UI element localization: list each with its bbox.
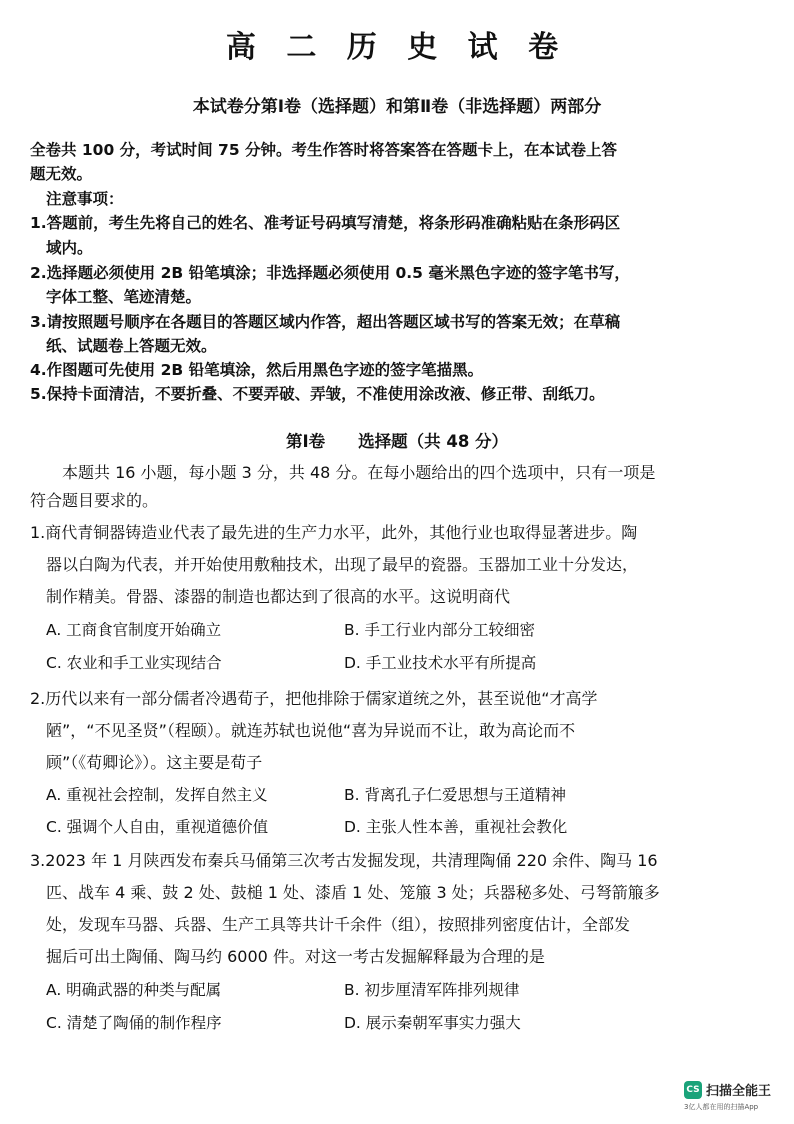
scanner-watermark (684, 1080, 771, 1099)
intro-line-1: 全卷共 100 分，考试时间 75 分钟。考生作答时将答案答在答题卡上，在本试卷上答 (30, 141, 618, 159)
question-1-line-1: 1.商代青铜器铸造业代表了最先进的生产力水平，此外，其他行业也取得显著进步。陶 (30, 523, 638, 542)
question-3-line-4: 掘后可出土陶俑、陶马约 6000 件。对这一考古发掘解释最为合理的是 (46, 947, 545, 966)
question-2-option-c[interactable]: C. 强调个人自由，重视道德价值 (46, 818, 269, 836)
question-2-line-2: 陋”，“不见圣贤”（程颐）。就连苏轼也说他“喜为异说而不让，敢为高论而不 (46, 721, 576, 740)
note-item-1-line-2: 域内。 (46, 239, 93, 257)
question-2-line-3: 顾”（《荀卿论》）。这主要是荀子 (46, 753, 263, 772)
question-3-option-d[interactable]: D. 展示秦朝军事实力强大 (344, 1014, 521, 1032)
note-item-2-line-1: 2.选择题必须使用 2B 铅笔填涂；非选择题必须使用 0.5 毫米黑色字迹的签字笔书写， (30, 264, 630, 282)
question-1-option-b[interactable]: B. 手工行业内部分工较细密 (344, 621, 535, 639)
notes-heading: 注意事项： (46, 190, 124, 208)
note-item-3-line-2: 纸、试题卷上答题无效。 (46, 337, 217, 355)
scanner-brand-tagline: 3亿人都在用的扫描App (684, 1103, 759, 1111)
note-item-5: 5.保持卡面清洁，不要折叠、不要弄破、弄皱，不准使用涂改液、修正带、刮纸刀。 (30, 385, 605, 403)
question-3-option-b[interactable]: B. 初步厘清军阵排列规律 (344, 981, 520, 999)
question-1-line-2: 器以白陶为代表，并开始使用敷釉技术，出现了最早的瓷器。玉器加工业十分发达， (46, 555, 639, 574)
question-3-line-2: 匹、战车 4 乘、鼓 2 处、鼓槌 1 处、漆盾 1 处、笼箙 3 处；兵器秘多处、弓弩箭箙多 (46, 883, 660, 902)
section-desc-line-2: 符合题目要求的。 (30, 491, 159, 510)
question-3-line-3: 处，发现车马器、兵器、生产工具等共计千余件（组），按照排列密度估计，全部发 (46, 915, 631, 934)
question-1-option-d[interactable]: D. 手工业技术水平有所提高 (344, 654, 537, 672)
question-2-option-a[interactable]: A. 重视社会控制，发挥自然主义 (46, 786, 268, 804)
camscanner-logo-icon: CS (684, 1081, 702, 1099)
exam-subtitle: 本试卷分第Ⅰ卷（选择题）和第Ⅱ卷（非选择题）两部分 (192, 97, 602, 117)
note-item-4: 4.作图题可先使用 2B 铅笔填涂，然后用黑色字迹的签字笔描黑。 (30, 361, 484, 379)
note-item-1-line-1: 1.答题前，考生先将自己的姓名、准考证号码填写清楚，将条形码准确粘贴在条形码区 (30, 214, 621, 232)
question-3-option-a[interactable]: A. 明确武器的种类与配属 (46, 981, 222, 999)
scanner-brand-name: 扫描全能王 (706, 1084, 772, 1099)
question-1-option-c[interactable]: C. 农业和手工业实现结合 (46, 654, 222, 672)
question-1-line-3: 制作精美。骨器、漆器的制造也都达到了很高的水平。这说明商代 (46, 587, 511, 606)
section-title: 第Ⅰ卷 选择题（共 48 分） (285, 432, 509, 451)
page-title: 高 二 历 史 试 卷 (225, 30, 569, 65)
question-1-option-a[interactable]: A. 工商食官制度开始确立 (46, 621, 222, 639)
intro-line-2: 题无效。 (30, 165, 93, 183)
question-3-line-1: 3.2023 年 1 月陕西发布秦兵马俑第三次考古发掘发现，共清理陶俑 220 余件、陶马 16 (30, 851, 658, 870)
question-2-option-d[interactable]: D. 主张人性本善，重视社会教化 (344, 818, 568, 836)
question-2-line-1: 2.历代以来有一部分儒者冷遇荀子，把他排除于儒家道统之外，甚至说他“才高学 (30, 689, 598, 708)
section-desc-line-1: 本题共 16 小题，每小题 3 分，共 48 分。在每小题给出的四个选项中，只有一项是 (62, 463, 656, 482)
note-item-2-line-2: 字体工整、笔迹清楚。 (46, 288, 202, 306)
question-2-option-b[interactable]: B. 背离孔子仁爱思想与王道精神 (344, 786, 566, 804)
note-item-3-line-1: 3.请按照题号顺序在各题目的答题区域内作答，超出答题区域书写的答案无效；在草稿 (30, 313, 621, 331)
question-3-option-c[interactable]: C. 清楚了陶俑的制作程序 (46, 1014, 222, 1032)
